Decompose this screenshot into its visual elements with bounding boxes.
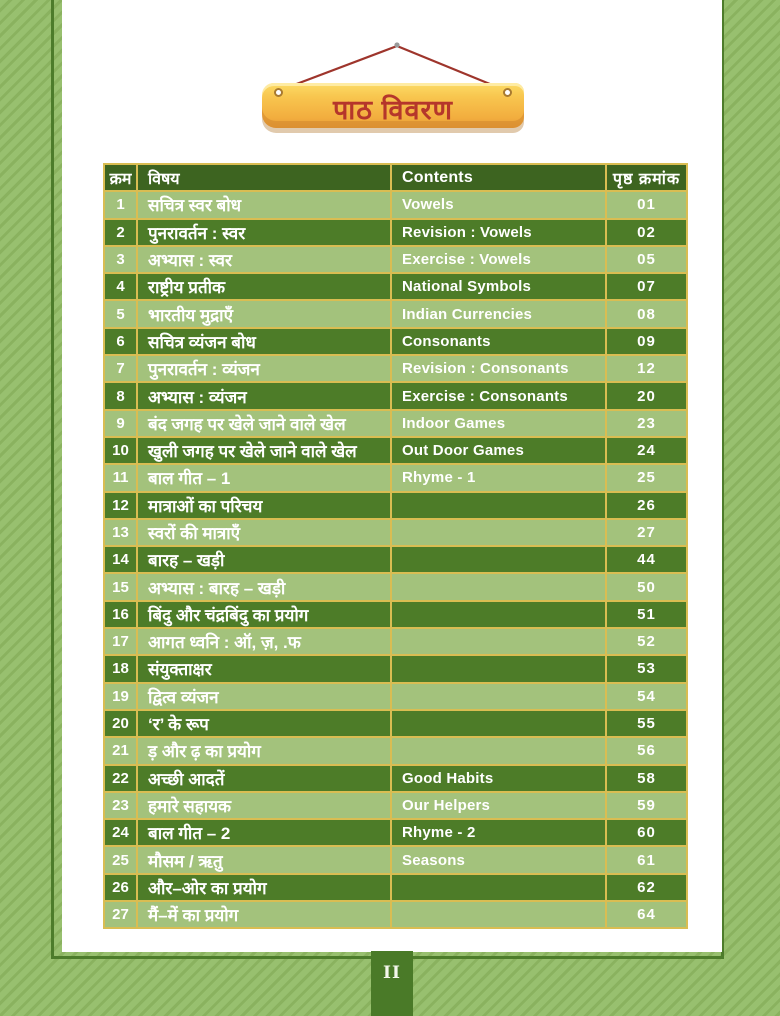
row-contents [391, 492, 606, 519]
table-row [104, 601, 687, 628]
row-subject: राष्ट्रीय प्रतीक [137, 273, 391, 300]
row-subject: भारतीय मुद्राएँ [137, 300, 391, 327]
row-contents: Indoor Games [391, 410, 606, 437]
row-page-number: 55 [606, 710, 687, 737]
row-subject: आगत ध्वनि : ऑ, ज़, .फ [137, 628, 391, 655]
table-row [104, 355, 687, 382]
row-contents: Exercise : Consonants [391, 382, 606, 409]
row-page-number: 58 [606, 765, 687, 792]
row-subject: अच्छी आदतें [137, 765, 391, 792]
row-page-number: 24 [606, 437, 687, 464]
table-row [104, 819, 687, 846]
row-serial: 5 [104, 300, 137, 327]
row-subject: अभ्यास : व्यंजन [137, 382, 391, 409]
row-contents: Rhyme - 1 [391, 464, 606, 491]
table-row [104, 846, 687, 873]
row-subject: बाल गीत – 1 [137, 464, 391, 491]
row-page-number: 56 [606, 737, 687, 764]
table-row [104, 300, 687, 327]
row-subject: अभ्यास : बारह – खड़ी [137, 573, 391, 600]
table-row [104, 328, 687, 355]
row-page-number: 08 [606, 300, 687, 327]
row-contents: Vowels [391, 191, 606, 218]
row-serial: 8 [104, 382, 137, 409]
row-subject: और–ओर का प्रयोग [137, 874, 391, 901]
row-subject: द्वित्व व्यंजन [137, 683, 391, 710]
table-row [104, 492, 687, 519]
row-contents [391, 573, 606, 600]
row-page-number: 25 [606, 464, 687, 491]
table-row [104, 573, 687, 600]
row-contents: National Symbols [391, 273, 606, 300]
row-contents: Revision : Vowels [391, 219, 606, 246]
row-contents: Our Helpers [391, 792, 606, 819]
row-serial: 3 [104, 246, 137, 273]
header-page-number: पृष्ठ क्रमांक [606, 164, 687, 191]
row-contents: Good Habits [391, 765, 606, 792]
row-contents: Exercise : Vowels [391, 246, 606, 273]
header-serial: क्रम [104, 164, 137, 191]
row-contents [391, 601, 606, 628]
header-subject: विषय [137, 164, 391, 191]
table-row [104, 737, 687, 764]
table-row [104, 655, 687, 682]
row-contents [391, 874, 606, 901]
table-row [104, 683, 687, 710]
row-subject: बाल गीत – 2 [137, 819, 391, 846]
wooden-sign-board [262, 83, 524, 128]
row-page-number: 01 [606, 191, 687, 218]
row-contents: Consonants [391, 328, 606, 355]
row-contents: Rhyme - 2 [391, 819, 606, 846]
row-serial: 26 [104, 874, 137, 901]
row-page-number: 50 [606, 573, 687, 600]
row-serial: 21 [104, 737, 137, 764]
row-contents [391, 628, 606, 655]
row-subject: संयुक्ताक्षर [137, 655, 391, 682]
row-page-number: 44 [606, 546, 687, 573]
table-row [104, 792, 687, 819]
row-serial: 1 [104, 191, 137, 218]
row-contents: Indian Currencies [391, 300, 606, 327]
row-page-number: 26 [606, 492, 687, 519]
table-row [104, 901, 687, 928]
table-header-row [104, 164, 687, 191]
row-contents: Out Door Games [391, 437, 606, 464]
row-serial: 2 [104, 219, 137, 246]
row-contents [391, 546, 606, 573]
row-serial: 15 [104, 573, 137, 600]
book-page [62, 0, 722, 952]
row-page-number: 54 [606, 683, 687, 710]
table-row [104, 710, 687, 737]
row-subject: खुली जगह पर खेले जाने वाले खेल [137, 437, 391, 464]
row-page-number: 51 [606, 601, 687, 628]
row-subject: अभ्यास : स्वर [137, 246, 391, 273]
table-row [104, 765, 687, 792]
sign-eyelet-left-icon [274, 88, 283, 97]
table-row [104, 546, 687, 573]
row-serial: 4 [104, 273, 137, 300]
table-row [104, 437, 687, 464]
row-page-number: 20 [606, 382, 687, 409]
row-page-number: 09 [606, 328, 687, 355]
row-contents [391, 901, 606, 928]
header-contents: Contents [391, 164, 606, 191]
table-row [104, 382, 687, 409]
nail-icon [394, 42, 399, 47]
row-page-number: 05 [606, 246, 687, 273]
table-row [104, 464, 687, 491]
table-row [104, 191, 687, 218]
row-contents: Revision : Consonants [391, 355, 606, 382]
row-serial: 16 [104, 601, 137, 628]
row-subject: बारह – खड़ी [137, 546, 391, 573]
row-page-number: 12 [606, 355, 687, 382]
sign-eyelet-right-icon [503, 88, 512, 97]
table-row [104, 628, 687, 655]
page-number-tab [371, 951, 413, 1016]
row-subject: पुनरावर्तन : स्वर [137, 219, 391, 246]
table-row [104, 219, 687, 246]
row-subject: सचित्र व्यंजन बोध [137, 328, 391, 355]
table-row [104, 519, 687, 546]
table-row [104, 246, 687, 273]
row-serial: 22 [104, 765, 137, 792]
row-serial: 17 [104, 628, 137, 655]
contents-table [103, 163, 688, 929]
row-serial: 23 [104, 792, 137, 819]
row-subject: सचित्र स्वर बोध [137, 191, 391, 218]
row-serial: 13 [104, 519, 137, 546]
row-page-number: 23 [606, 410, 687, 437]
row-serial: 24 [104, 819, 137, 846]
table-row [104, 410, 687, 437]
row-page-number: 53 [606, 655, 687, 682]
row-contents [391, 710, 606, 737]
row-page-number: 61 [606, 846, 687, 873]
row-subject: स्वरों की मात्राएँ [137, 519, 391, 546]
row-subject: बंद जगह पर खेले जाने वाले खेल [137, 410, 391, 437]
row-serial: 25 [104, 846, 137, 873]
row-subject: हमारे सहायक [137, 792, 391, 819]
row-serial: 18 [104, 655, 137, 682]
row-contents [391, 519, 606, 546]
row-page-number: 27 [606, 519, 687, 546]
row-subject: बिंदु और चंद्रबिंदु का प्रयोग [137, 601, 391, 628]
page-title: पाठ विवरण [332, 95, 454, 125]
row-page-number: 52 [606, 628, 687, 655]
row-page-number: 59 [606, 792, 687, 819]
row-subject: ड़ और ढ़ का प्रयोग [137, 737, 391, 764]
row-subject: ‘र’ के रूप [137, 710, 391, 737]
row-serial: 10 [104, 437, 137, 464]
row-page-number: 62 [606, 874, 687, 901]
row-contents [391, 683, 606, 710]
row-page-number: 60 [606, 819, 687, 846]
row-serial: 19 [104, 683, 137, 710]
row-serial: 27 [104, 901, 137, 928]
table-row [104, 273, 687, 300]
row-contents [391, 737, 606, 764]
row-serial: 7 [104, 355, 137, 382]
row-subject: मात्राओं का परिचय [137, 492, 391, 519]
row-subject: मैं–में का प्रयोग [137, 901, 391, 928]
row-serial: 11 [104, 464, 137, 491]
row-contents: Seasons [391, 846, 606, 873]
row-serial: 14 [104, 546, 137, 573]
row-serial: 6 [104, 328, 137, 355]
row-subject: पुनरावर्तन : व्यंजन [137, 355, 391, 382]
row-subject: मौसम / ऋतु [137, 846, 391, 873]
row-serial: 20 [104, 710, 137, 737]
row-contents [391, 655, 606, 682]
row-page-number: 64 [606, 901, 687, 928]
row-page-number: 07 [606, 273, 687, 300]
row-page-number: 02 [606, 219, 687, 246]
table-row [104, 874, 687, 901]
row-serial: 12 [104, 492, 137, 519]
row-serial: 9 [104, 410, 137, 437]
page-number-roman: II [383, 963, 401, 983]
